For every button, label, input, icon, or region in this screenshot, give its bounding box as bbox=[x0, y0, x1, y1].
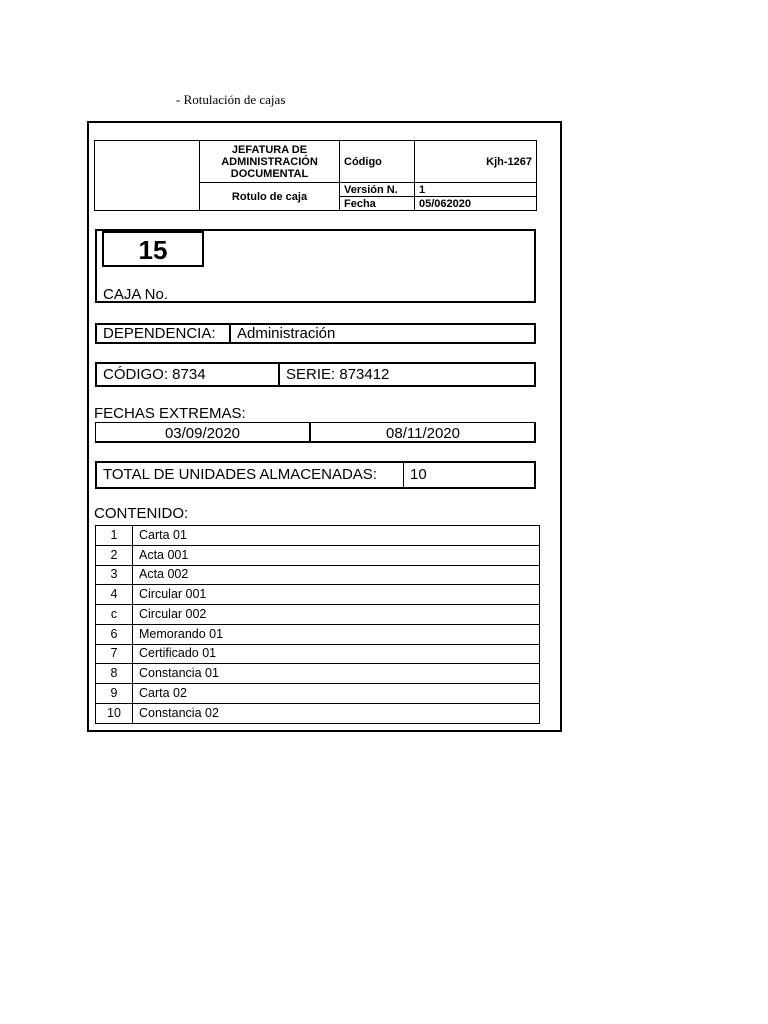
org-line-1: JEFATURA DE bbox=[231, 143, 308, 156]
codigo-label: Código bbox=[340, 141, 415, 183]
total-label: TOTAL DE UNIDADES ALMACENADAS: bbox=[103, 466, 377, 483]
table-row bbox=[96, 526, 540, 546]
item-number: c bbox=[96, 605, 133, 625]
contenido-title: CONTENIDO: bbox=[94, 505, 189, 522]
fecha-inicial: 03/09/2020 bbox=[164, 425, 241, 442]
codigo-serie-divider bbox=[278, 364, 280, 386]
fecha-final: 08/11/2020 bbox=[386, 425, 460, 442]
total-divider bbox=[403, 463, 404, 487]
item-description: Memorando 01 bbox=[133, 624, 540, 644]
item-description: Acta 001 bbox=[133, 545, 540, 565]
item-number: 7 bbox=[96, 644, 133, 664]
total-value: 10 bbox=[410, 466, 427, 483]
item-description: Constancia 01 bbox=[133, 664, 540, 684]
contenido-table bbox=[95, 525, 540, 724]
document-caption: - Rotulación de cajas bbox=[176, 92, 286, 107]
table-row bbox=[96, 624, 540, 644]
org-name-cell bbox=[200, 141, 340, 183]
item-number: 9 bbox=[96, 684, 133, 704]
table-row bbox=[96, 605, 540, 625]
table-row bbox=[96, 585, 540, 605]
codigo-field: CÓDIGO: 8734 bbox=[103, 366, 206, 383]
item-number: 8 bbox=[96, 664, 133, 684]
item-number: 4 bbox=[96, 585, 133, 605]
item-description: Acta 002 bbox=[133, 565, 540, 585]
item-description: Circular 002 bbox=[133, 605, 540, 625]
org-line-3: DOCUMENTAL bbox=[230, 167, 309, 180]
item-number: 2 bbox=[96, 545, 133, 565]
dependencia-value: Administración bbox=[237, 325, 336, 342]
item-number: 6 bbox=[96, 624, 133, 644]
caja-number: 15 bbox=[102, 231, 204, 267]
version-label: Versión N. bbox=[340, 183, 415, 197]
version-value: 1 bbox=[415, 183, 537, 197]
table-row bbox=[96, 684, 540, 704]
dependencia-divider bbox=[229, 325, 231, 343]
fechas-extremas-title: FECHAS EXTREMAS: bbox=[94, 405, 246, 422]
fecha-value: 05/062020 bbox=[415, 197, 537, 211]
item-description: Circular 001 bbox=[133, 585, 540, 605]
table-row bbox=[96, 664, 540, 684]
caja-label: CAJA No. bbox=[103, 286, 169, 303]
dependencia-label: DEPENDENCIA: bbox=[103, 325, 216, 342]
item-description: Constancia 02 bbox=[133, 703, 540, 723]
table-row bbox=[96, 565, 540, 585]
item-description: Carta 01 bbox=[133, 526, 540, 546]
item-description: Carta 02 bbox=[133, 684, 540, 704]
codigo-value: Kjh-1267 bbox=[415, 141, 537, 183]
item-description: Certificado 01 bbox=[133, 644, 540, 664]
table-row bbox=[96, 703, 540, 723]
header-table bbox=[94, 140, 537, 211]
item-number: 3 bbox=[96, 565, 133, 585]
org-line-2: ADMINISTRACIÓN bbox=[221, 155, 318, 168]
doc-type: Rotulo de caja bbox=[200, 183, 340, 211]
table-row bbox=[96, 644, 540, 664]
logo-cell bbox=[95, 141, 200, 211]
fecha-label: Fecha bbox=[340, 197, 415, 211]
item-number: 1 bbox=[96, 526, 133, 546]
item-number: 10 bbox=[96, 703, 133, 723]
table-row bbox=[96, 545, 540, 565]
serie-field: SERIE: 873412 bbox=[286, 366, 390, 383]
